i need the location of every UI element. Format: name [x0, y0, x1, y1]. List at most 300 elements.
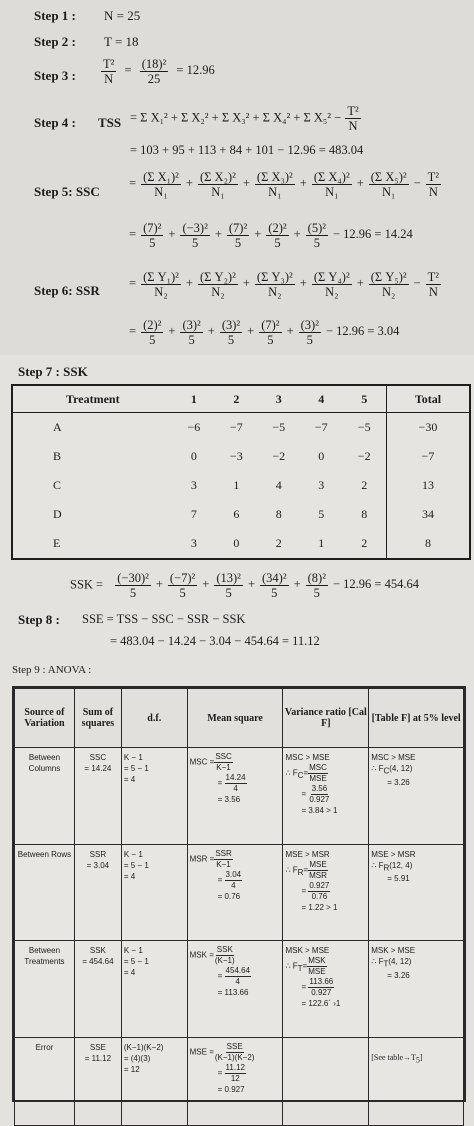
variance-ratio-result: = 3.84 > 1 [301, 806, 338, 815]
sum-of-squares: SSK [89, 946, 106, 955]
anova-ms-cell [187, 844, 283, 932]
equals-sign: = [217, 875, 225, 885]
gap-cell [283, 836, 369, 845]
step3-result: = 12.96 [176, 63, 215, 78]
table-f-label [371, 763, 461, 777]
fraction [220, 318, 242, 347]
mean-square-result: = 3.56 [217, 795, 241, 804]
fraction [266, 221, 288, 250]
row-gap [15, 836, 464, 845]
fraction [225, 773, 247, 794]
table-cell: 3 [318, 478, 325, 492]
plus-sign: + [299, 176, 307, 191]
fraction-denominator: MSE [309, 774, 327, 783]
variance-ratio-values [285, 881, 366, 902]
table-f-condition: MSE > MSR [371, 849, 416, 859]
fraction-denominator: N₁ [154, 185, 168, 199]
gap-cell [369, 1029, 464, 1038]
result: − 12.96 = 3.04 [325, 324, 400, 339]
fraction-numerator: MSE [309, 859, 327, 869]
column-header: Total [386, 386, 469, 413]
variance-ratio-formula [285, 956, 366, 977]
degrees-of-freedom: = 4 [123, 968, 136, 977]
fraction-denominator: N₂ [381, 285, 396, 299]
plus-sign: + [185, 176, 193, 191]
anova-ss-cell [74, 941, 121, 1029]
anova-ss-cell [74, 844, 121, 932]
equals-sign: = [124, 63, 132, 78]
plus-sign: + [356, 176, 364, 191]
fraction-denominator: 0.927 [311, 988, 332, 997]
fraction-denominator: (K−1) [214, 956, 235, 965]
fraction [214, 571, 243, 600]
step2-expr: T = 18 [104, 34, 139, 49]
f-label: ∴ F [285, 865, 298, 875]
f-subscript: R [383, 863, 390, 873]
plus-sign: + [247, 324, 255, 339]
mean-square-formula [190, 752, 281, 773]
mean-square-formula [190, 1042, 281, 1063]
mean-square-values [190, 1063, 281, 1084]
variance-ratio-condition: MSC > MSE [285, 753, 330, 762]
anova-df-cell [121, 1037, 187, 1117]
gap-cell [15, 836, 75, 845]
fraction [259, 318, 281, 347]
table-row [13, 471, 469, 500]
anova-header-row [15, 689, 464, 748]
fraction-numerator: (7)² [143, 221, 162, 235]
fraction-numerator: SSE [226, 1041, 243, 1051]
fraction-denominator: K−1 [216, 859, 231, 869]
table-f-label [371, 860, 461, 874]
plus-sign: + [293, 227, 301, 242]
fraction [308, 860, 328, 881]
fraction [369, 270, 409, 299]
equals-sign: = [217, 971, 225, 981]
gap-cell [369, 836, 464, 845]
fraction [180, 318, 202, 347]
f-subscript: C [383, 766, 390, 776]
variance-ratio-condition: MSK > MSE [285, 946, 330, 955]
fraction-denominator: N₂ [154, 285, 168, 299]
anova-ms-cell [187, 748, 283, 836]
fraction [308, 784, 330, 805]
fraction [227, 221, 249, 250]
fraction-denominator: N₁ [211, 185, 225, 199]
variance-ratio-condition: MSE > MSR [285, 849, 330, 859]
anova-column-header: Mean square [187, 689, 283, 748]
column-header: 2 [215, 386, 257, 413]
sum-of-squares: = 11.12 [84, 1053, 112, 1063]
anova-row [15, 1037, 464, 1117]
table-f-value: = 3.26 [387, 970, 410, 980]
anova-table-f-cell [369, 748, 464, 836]
fraction-denominator: 25 [147, 72, 161, 86]
ssk-result: − 12.96 = 454.64 [332, 577, 419, 592]
fraction-numerator: MSK [308, 956, 326, 965]
anova-source-cell [15, 1037, 75, 1117]
f-label: ∴ F [371, 764, 384, 773]
mean-square-formula [190, 849, 281, 870]
anova-source-cell [15, 748, 75, 836]
gap-cell [74, 1029, 121, 1038]
f-subscript: R [297, 867, 304, 877]
fraction-denominator: N [104, 72, 114, 86]
anova-df-cell [121, 844, 187, 932]
source-of-variation: Between Rows [17, 849, 72, 859]
fraction-numerator: (7)² [228, 221, 248, 235]
gap-cell [369, 932, 464, 941]
degrees-of-freedom: = 4 [123, 775, 136, 784]
table-f-condition: MSK > MSE [371, 946, 416, 955]
mean-square-label: MSR = [189, 854, 215, 864]
table-cell: E [53, 536, 61, 550]
gap-cell [74, 836, 121, 845]
column-header: 5 [342, 386, 386, 413]
equals-sign: = [303, 768, 309, 778]
table-cell: 8 [361, 507, 368, 521]
fraction-numerator: (−3)² [182, 221, 208, 235]
degrees-of-freedom: = 4 [123, 871, 136, 881]
mean-square-values [190, 870, 281, 891]
plus-sign: + [242, 176, 250, 191]
note-end: ] [419, 1052, 423, 1062]
fraction [198, 270, 238, 299]
fraction-denominator: N₁ [268, 185, 282, 199]
sum-of-squares: SSR [89, 849, 107, 859]
table-cell: 8 [275, 507, 282, 521]
fraction-denominator: N₂ [211, 285, 225, 299]
anova-table [12, 686, 466, 1102]
fraction-numerator: 3.56 [311, 784, 328, 793]
sum-of-squares: SSE [89, 1042, 106, 1052]
step2-label: Step 2 : [34, 34, 76, 49]
step4-t2n-fraction [345, 104, 360, 133]
degrees-of-freedom: = (4)(3) [123, 1053, 151, 1063]
table-cell: D [53, 507, 62, 521]
fraction-denominator: 5 [149, 333, 156, 347]
step3-lhs-fraction [101, 57, 116, 86]
step6-label: Step 6: SSR [34, 283, 100, 298]
fraction-numerator: T² [427, 170, 440, 184]
fraction-denominator: N₁ [325, 185, 339, 199]
anova-column-header: Source of Variation [15, 689, 75, 748]
column-header: 1 [173, 386, 215, 413]
anova-variance-ratio-cell [283, 748, 369, 836]
variance-ratio-values [285, 784, 366, 805]
fraction-numerator: 11.12 [225, 1062, 245, 1072]
table-cell: C [53, 478, 62, 492]
anova-df-cell [121, 941, 187, 1029]
step1-label: Step 1 : [34, 8, 76, 23]
fraction-numerator: (Σ Y₃)² [256, 270, 293, 284]
anova-table-f-cell [369, 941, 464, 1029]
fraction [308, 763, 328, 784]
fraction-numerator: (Σ X₁)² [143, 170, 179, 184]
ssk-table [11, 384, 471, 560]
equals-sign: = [217, 778, 225, 788]
f-subscript: C [297, 771, 304, 781]
anova-source-cell [15, 941, 75, 1029]
fraction-denominator: (K−1)(K−2) [214, 1052, 255, 1062]
fraction-denominator: 5 [271, 586, 278, 600]
fraction-denominator: 5 [188, 333, 195, 347]
fraction-numerator: (Σ Y₄)² [313, 270, 350, 284]
fraction-denominator: MSR [309, 870, 327, 880]
gap-cell [283, 932, 369, 941]
plus-sign: + [286, 324, 294, 339]
fraction [214, 1042, 256, 1063]
fraction-numerator: 454.64 [225, 966, 251, 975]
table-row [13, 442, 469, 471]
step3-label: Step 3 : [34, 68, 76, 83]
anova-column-header: [Table F] at 5% level [369, 689, 464, 748]
anova-ms-cell [187, 1037, 283, 1117]
table-cell: 6 [233, 507, 240, 521]
row-gap [15, 1029, 464, 1038]
step4-name: TSS [98, 115, 122, 130]
table-cell: 4 [275, 478, 282, 492]
plus-sign: + [356, 276, 364, 291]
table-f-value: = 5.91 [387, 874, 410, 884]
table-cell: 1 [318, 536, 325, 550]
fraction-denominator: 5 [149, 236, 156, 250]
fraction-denominator: 5 [274, 236, 281, 250]
fraction-numerator: (3)² [221, 318, 241, 332]
step7-label: Step 7 : SSK [18, 364, 88, 379]
anova-source-cell [15, 844, 75, 932]
table-cell: −6 [187, 420, 201, 434]
gap-cell [121, 836, 187, 845]
gap-cell [283, 1029, 369, 1038]
fraction-numerator: (8)² [307, 571, 326, 585]
step8-expr-line2: = 483.04 − 14.24 − 3.04 − 454.64 = 11.12 [110, 634, 320, 648]
f-subscript: T [383, 959, 389, 969]
equals-sign: = [129, 227, 137, 242]
gap-cell [121, 932, 187, 941]
table-f-label [371, 956, 461, 970]
step4-label: Step 4 : [34, 115, 76, 130]
table-cell: 3 [190, 478, 197, 492]
table-cell: 34 [386, 500, 469, 529]
anova-row [15, 941, 464, 1029]
fraction [141, 221, 163, 250]
fraction-numerator: 0.927 [309, 880, 330, 890]
anova-variance-ratio-cell [283, 844, 369, 932]
fraction-denominator: 4 [233, 784, 238, 793]
degrees-of-freedom: = 5 − 1 [123, 860, 149, 870]
row-gap [15, 1117, 464, 1126]
gap-cell [121, 1029, 187, 1038]
fraction [307, 956, 326, 977]
anova-column-header: Sum of squares [74, 689, 121, 748]
f-subscript: T [297, 964, 303, 974]
f-label: ∴ F [371, 957, 384, 966]
gap-cell [74, 1117, 121, 1126]
variance-ratio-result: = 1.22 > 1 [301, 902, 338, 912]
fraction-numerator: SSK [216, 945, 233, 954]
table-cell: −3 [229, 449, 243, 463]
fraction-denominator: 5 [234, 236, 242, 250]
gap-cell [187, 1029, 283, 1038]
fraction [214, 945, 236, 966]
fraction-numerator: (Σ Y₂)² [199, 270, 236, 284]
gap-cell [187, 932, 283, 941]
anova-ms-cell [187, 941, 283, 1029]
f-label: ∴ F [371, 860, 384, 870]
fraction-denominator: N₂ [268, 285, 282, 299]
step4-expr-line2: = 103 + 95 + 113 + 84 + 101 − 12.96 = 483.04 [130, 143, 364, 157]
step5-formula [125, 170, 442, 199]
plus-sign: + [168, 227, 176, 242]
fraction-denominator: N₂ [325, 285, 339, 299]
source-of-variation: Between Columns [28, 753, 61, 773]
table-cell: −7 [314, 420, 328, 434]
degrees-of-freedom: = 5 − 1 [123, 957, 149, 966]
degrees-of-freedom: K − 1 [123, 849, 143, 859]
ssk-formula [70, 571, 423, 600]
equals-sign: = [303, 865, 309, 875]
fraction [308, 881, 330, 902]
fraction-denominator: 5 [192, 236, 199, 250]
fraction-numerator: T² [103, 57, 115, 71]
ssk-table-header-row [13, 386, 469, 413]
anova-ss-cell [74, 748, 121, 836]
degrees-of-freedom: (K−1)(K−2) [123, 1042, 164, 1052]
step3-mid-fraction [140, 57, 169, 86]
mean-square-label: MSK = [189, 950, 214, 960]
mean-square-result: = 0.927 [217, 1084, 245, 1094]
step5-label: Step 5: SSC [34, 184, 100, 199]
gap-cell [121, 1117, 187, 1126]
mean-square-result: = 0.76 [217, 891, 241, 901]
anova-variance-ratio-cell [283, 941, 369, 1029]
fraction [369, 170, 409, 199]
fraction-denominator: 4 [235, 977, 240, 986]
mean-square-formula [190, 945, 281, 966]
table-cell: −7 [386, 442, 469, 471]
gap-cell [15, 1029, 75, 1038]
table-cell: 3 [190, 536, 197, 550]
fraction-numerator: (3)² [300, 318, 319, 332]
fraction [168, 571, 197, 600]
plus-sign: + [155, 577, 163, 592]
table-f-df: (12, 4) [389, 860, 413, 870]
anova-column-header: d.f. [121, 689, 187, 748]
row-gap [15, 932, 464, 941]
degrees-of-freedom: = 5 − 1 [123, 764, 149, 773]
gap-cell [74, 932, 121, 941]
table-f-df: (4, 12) [388, 957, 412, 966]
table-cell: 2 [275, 536, 282, 550]
fraction-denominator: 5 [227, 333, 235, 347]
plus-sign: + [247, 577, 255, 592]
spacer [107, 577, 110, 591]
fraction-denominator: N [428, 285, 438, 299]
anova-ss-cell [74, 1037, 121, 1117]
step4-sum-terms: = Σ X₁² + Σ X₂² + Σ X₃² + Σ X₄² + Σ X₅² − [130, 110, 342, 125]
fraction-denominator: N [428, 185, 438, 199]
fraction-denominator: 5 [306, 333, 313, 347]
see-table-note [371, 1042, 461, 1066]
table-row [13, 500, 469, 529]
fraction-denominator: N [348, 119, 358, 133]
fraction [306, 221, 328, 250]
ssk-lhs: SSK = [70, 577, 104, 592]
fraction [214, 849, 232, 870]
table-cell: −5 [357, 420, 371, 434]
anova-table-f-cell [369, 844, 464, 932]
fraction-numerator: (Σ Y₁)² [143, 270, 179, 284]
table-cell: −5 [272, 420, 286, 434]
variance-ratio-formula [285, 763, 366, 784]
step1-expr: N = 25 [104, 8, 141, 23]
variance-ratio-result: = 122.6´ ›1 [301, 999, 341, 1008]
fraction [306, 571, 328, 600]
fraction [115, 571, 151, 600]
table-cell: −7 [229, 420, 243, 434]
equals-sign: = [217, 1068, 225, 1078]
table-row [13, 529, 469, 558]
fraction-numerator: 113.66 [309, 977, 334, 986]
step4-expr-line1 [130, 104, 362, 133]
mean-square-label: MSE = [189, 1047, 214, 1057]
plus-sign: + [207, 324, 215, 339]
variance-ratio-values [285, 977, 366, 998]
plus-sign: + [299, 276, 307, 291]
column-header: 4 [300, 386, 342, 413]
table-cell: −2 [357, 449, 371, 463]
table-row [13, 413, 469, 443]
anova-row [15, 844, 464, 932]
fraction-numerator: MSC [309, 763, 327, 772]
fraction [141, 318, 163, 347]
fraction [426, 170, 441, 199]
step3-expr [100, 57, 219, 86]
fraction-numerator: (2)² [143, 318, 162, 332]
fraction-denominator: 5 [129, 586, 137, 600]
step8-expr-line1: SSE = TSS − SSC − SSR − SSK [82, 612, 246, 626]
plus-sign: + [242, 276, 250, 291]
fraction [214, 752, 232, 773]
table-cell: −30 [386, 413, 469, 443]
minus-sign: − [413, 276, 421, 291]
fraction [141, 170, 181, 199]
table-cell: 0 [233, 536, 240, 550]
fraction-numerator: SSC [215, 752, 232, 761]
sum-of-squares: SSC [89, 753, 107, 762]
table-cell: 2 [361, 536, 368, 550]
source-of-variation: Between Treatments [24, 946, 65, 966]
source-of-variation: Error [35, 1042, 54, 1052]
f-label: ∴ F [285, 768, 298, 778]
plus-sign: + [168, 324, 176, 339]
gap-cell [187, 836, 283, 845]
fraction-numerator: 14.24 [225, 773, 246, 782]
fraction-denominator: 5 [313, 236, 320, 250]
degrees-of-freedom: = 12 [123, 1064, 140, 1074]
fraction-numerator: (18)² [141, 57, 167, 71]
sum-of-squares: = 14.24 [84, 764, 112, 773]
fraction [426, 270, 441, 299]
anova-row [15, 748, 464, 836]
fraction [225, 966, 251, 987]
fraction [198, 170, 238, 199]
fraction [312, 170, 352, 199]
fraction-numerator: (2)² [268, 221, 287, 235]
minus-sign: − [413, 176, 421, 191]
fraction [255, 270, 295, 299]
